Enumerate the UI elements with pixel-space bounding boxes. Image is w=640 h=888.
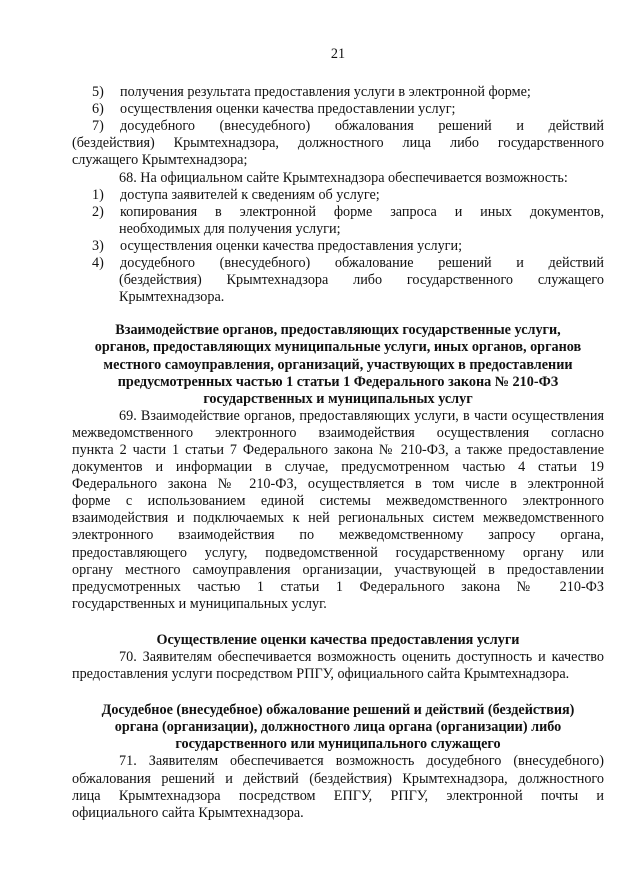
heading-line: государственного или муниципального служащего: [175, 736, 501, 753]
paragraph-69: [72, 408, 604, 613]
list-item: [72, 255, 604, 272]
section-heading: [72, 322, 604, 407]
list-item-number: 5): [92, 84, 104, 101]
list-item-continuation: (бездействия) Крымтехнадзора либо государственного служащего: [119, 272, 604, 289]
list-item-number: 1): [92, 186, 104, 203]
list-item-text: досудебного (внесудебного) обжалования решений и действий: [120, 118, 604, 135]
heading-line: органов, предоставляющих муниципальные услуги, иных органов, органов: [94, 339, 582, 356]
list-item: [72, 204, 604, 221]
paragraph-line: государственных и муниципальных услуг.: [72, 595, 327, 612]
paragraph-line: 71. Заявителям обеспечивается возможность досудебного (внесудебного): [119, 753, 604, 770]
list-item-number: 6): [92, 101, 104, 118]
list-item: [72, 118, 604, 135]
paragraph-line: пункта 2 части 1 статьи 7 Федерального закона № 210-ФЗ, а также предоставление: [72, 441, 604, 458]
paragraph-line: 70. Заявителям обеспечивается возможность оценить доступность и качество: [119, 649, 604, 665]
list-item: [72, 238, 604, 255]
list-item-text: досудебного (внесудебного) обжалование решений и действий: [120, 255, 604, 272]
list-item-number: 3): [92, 237, 104, 254]
paragraph-68: 68. На официальном сайте Крымтехнадзора обеспечивается возможность:: [119, 169, 568, 186]
list-item-number: 4): [92, 255, 104, 272]
list-item-number: 2): [92, 203, 104, 220]
heading-line: Досудебное (внесудебное) обжалование решений и действий (бездействия): [101, 702, 575, 719]
paragraph-line: органу местного самоуправления организации, участвующей в предоставлении: [72, 561, 604, 578]
list-item-text: получения результата предоставления услуги в электронной форме;: [120, 84, 531, 101]
section-heading: [72, 702, 604, 753]
list-item-text: доступа заявителей к сведениям об услуге;: [120, 186, 380, 203]
list-item-continuation: (бездействия) Крымтехнадзора, должностного лица либо государственного: [72, 135, 604, 152]
list-item: [72, 84, 604, 101]
list-item-continuation: необходимых для получения услуги;: [119, 220, 341, 237]
page-number: 21: [330, 46, 346, 62]
paragraph-line: электронного взаимодействия по межведомственному запросу органа,: [72, 527, 604, 544]
paragraph-line: межведомственного электронного взаимодействия осуществления согласно: [72, 424, 604, 441]
paragraph-line: официального сайта Крымтехнадзора.: [72, 804, 304, 821]
list-item-continuation: служащего Крымтехнадзора;: [72, 152, 248, 169]
paragraph-line: взаимодействия и подключаемых к ней региональных систем межведомственного: [72, 510, 604, 527]
heading-line: Осуществление оценки качества предоставления услуги: [156, 631, 520, 648]
list-item: [72, 101, 604, 118]
heading-line: органа (организации), должностного лица органа (организации) либо: [114, 719, 562, 736]
paragraph-line: форме с использованием единой системы межведомственного электронного: [72, 493, 604, 510]
list-item-continuation: Крымтехнадзора.: [119, 289, 225, 306]
section-heading: [72, 632, 604, 649]
paragraph-71: [72, 753, 604, 821]
paragraph-70: [72, 649, 604, 683]
list-item-text: осуществления оценки качества предоставлении услуг;: [120, 101, 456, 118]
heading-line: местного самоуправления, организаций, участвующих в предоставлении: [103, 356, 573, 373]
paragraph-line: Федерального закона № 210-ФЗ, осуществляется в том числе в электронной: [72, 476, 604, 493]
list-item-text: осуществления оценки качества предоставления услуги;: [120, 237, 463, 254]
heading-line: Взаимодействие органов, предоставляющих государственные услуги,: [115, 322, 561, 339]
paragraph-line: предоставляющего услугу, подведомственной государственному органу или: [72, 544, 604, 561]
list-item-text: копирования в электронной форме запроса и иных документов,: [120, 203, 604, 220]
list-item-number: 7): [92, 118, 104, 135]
paragraph-line: документов и информации в случае, предусмотренном частью 4 статьи 19: [72, 459, 604, 476]
list-item: [72, 187, 604, 204]
paragraph-line: 69. Взаимодействие органов, предоставляющих услуги, в части осуществления: [119, 407, 604, 424]
paragraph-line: предоставления услуги посредством РПГУ, официального сайта Крымтехнадзора.: [72, 666, 570, 683]
paragraph-line: предусмотренных частью 1 статьи 1 Федерального закона № 210-ФЗ: [72, 578, 604, 595]
paragraph-line: обжалования решений и действий (бездействия) Крымтехнадзора, должностного: [72, 770, 604, 787]
paragraph-line: лица Крымтехнадзора посредством ЕПГУ, РПГУ, электронной почты и: [72, 787, 604, 804]
heading-line: предусмотренных частью 1 статьи 1 Федерального закона № 210-ФЗ: [117, 373, 559, 390]
heading-line: государственных и муниципальных услуг: [203, 390, 473, 407]
